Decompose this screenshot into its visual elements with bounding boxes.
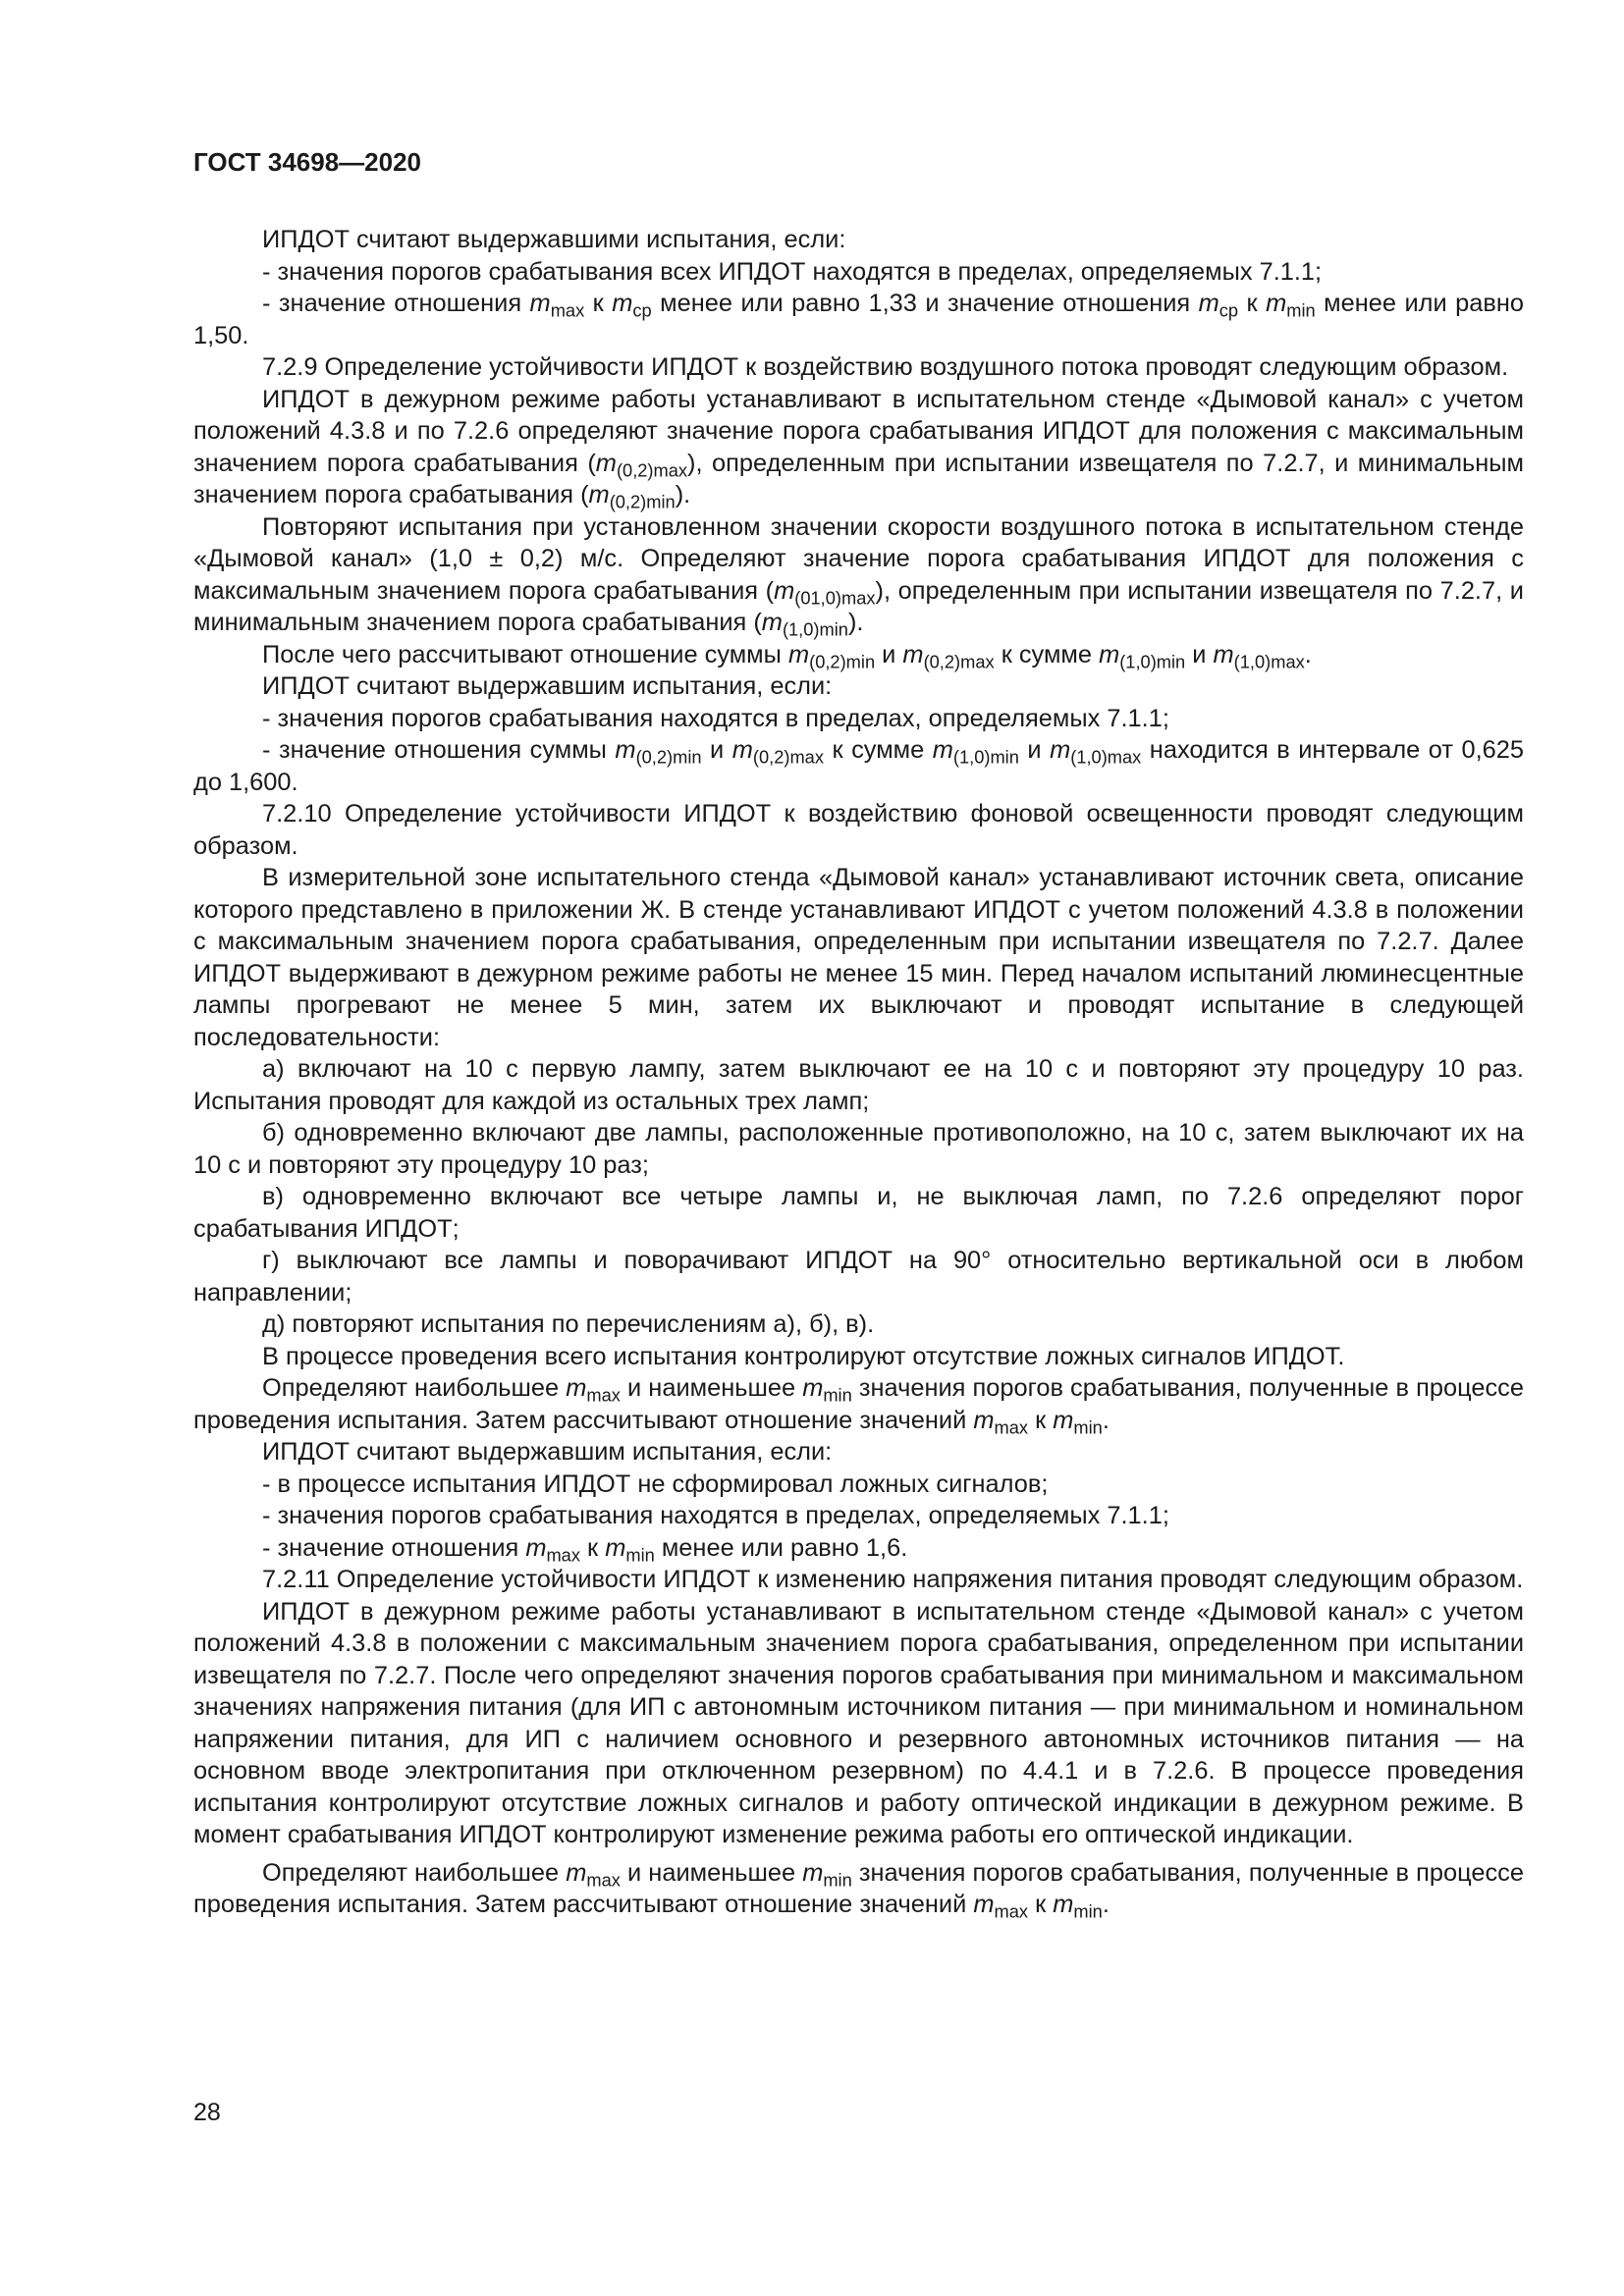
- paragraph: [193, 256, 1524, 289]
- text-run: В процессе проведения всего испытания контролируют отсутствие ложных сигналов ИПДОТ.: [262, 1342, 1345, 1370]
- subscript: max: [586, 1868, 621, 1890]
- paragraph: [193, 1341, 1524, 1373]
- math-variable: m: [566, 1858, 587, 1887]
- text-run: менее или равно 1,33 и значение отношения: [651, 290, 1199, 317]
- paragraph: [193, 1436, 1524, 1468]
- text-run: ), определенным при испытании извещателя по 7.2.7, и минимальным значением порога срабатывания (: [193, 576, 1524, 636]
- text-run: г) выключают все лампы и поворачивают ИПДОТ на 90° относительно вертикальной оси в любом направлении;: [193, 1247, 1524, 1307]
- math-variable: m: [902, 640, 924, 668]
- math-variable: m: [802, 1858, 824, 1887]
- paragraph: [193, 351, 1524, 384]
- text-run: - в процессе испытания ИПДОТ не сформировал ложных сигналов;: [262, 1469, 1049, 1498]
- text-run: а) включают на 10 с первую лампу, затем выключают ее на 10 с и повторяют эту процедуру 10 раз. Испытания проводят для каждой из остальных трех ламп;: [193, 1055, 1524, 1115]
- text-run: к: [584, 290, 613, 317]
- document-header: ГОСТ 34698—2020: [193, 147, 421, 177]
- subscript: min: [1286, 299, 1316, 321]
- subscript: max: [994, 1900, 1029, 1922]
- text-run: ИПДОТ в дежурном режиме работы устанавливают в испытательном стенде «Дымовой канал» с учетом положений 4.3.8 в положении с максимальным значением порога срабатывания, определенном при испытании извещателя по 7.2.7. После чего определяют значения порогов срабатывания при минимальном и максимальном значениях напряжения питания (для ИП с автономным источником питания — при минимальном и номинальном напряжении питания, для ИП с наличием основного и резервного автономных источников питания — на основном вводе электропитания при отключенном резервном) по 4.4.1 и в 7.2.6. В процессе проведения испытания контролируют отсутствие ложных сигналов и работу оптической индикации в дежурном режиме. В момент срабатывания ИПДОТ контролируют изменение режима работы его оптической индикации.: [193, 1597, 1524, 1848]
- text-run: 7.2.9 Определение устойчивости ИПДОТ к воздействию воздушного потока проводят следующим образом.: [262, 353, 1509, 381]
- math-variable: m: [1266, 290, 1287, 317]
- math-variable: m: [802, 1374, 824, 1402]
- text-run: - значения порогов срабатывания находятся в пределах, определяемых 7.1.1;: [262, 704, 1169, 732]
- text-run: значения порогов срабатывания, полученные в процессе проведения испытания. Затем рассчитывают отношение значений: [193, 1858, 1524, 1918]
- subscript: (1,0)max: [1070, 746, 1142, 768]
- text-run: .: [1304, 640, 1312, 668]
- text-run: б) одновременно включают две лампы, расположенные противоположно, на 10 с, затем выключают их на 10 с и повторяют эту процедуру 10 раз;: [193, 1119, 1524, 1179]
- paragraph: [193, 288, 1524, 351]
- text-run: 7.2.11 Определение устойчивости ИПДОТ к изменению напряжения питания проводят следующим образом.: [262, 1566, 1524, 1593]
- math-variable: m: [1213, 640, 1234, 668]
- text-run: ИПДОТ считают выдержавшим испытания, если:: [262, 672, 833, 700]
- text-run: к: [1028, 1891, 1054, 1918]
- text-run: к: [579, 1533, 606, 1562]
- text-run: - значения порогов срабатывания находятся в пределах, определяемых 7.1.1;: [262, 1502, 1169, 1529]
- text-run: и: [875, 640, 903, 668]
- paragraph: [193, 1372, 1524, 1436]
- text-run: к сумме: [994, 640, 1100, 668]
- math-variable: m: [932, 736, 953, 764]
- math-variable: m: [1099, 640, 1120, 668]
- paragraph: [193, 1596, 1524, 1851]
- text-run: менее или равно 1,6.: [654, 1533, 908, 1562]
- math-variable: m: [973, 1891, 995, 1918]
- math-variable: m: [588, 481, 610, 508]
- text-run: ), определенным при испытании извещателя по 7.2.7, и минимальным значением порога срабатывания (: [193, 449, 1525, 508]
- math-variable: m: [973, 1406, 995, 1434]
- text-run: и наименьшее: [620, 1374, 803, 1402]
- paragraph: [193, 670, 1524, 703]
- document-body: [193, 224, 1524, 1921]
- subscript: ср: [1218, 299, 1239, 321]
- text-run: - значение отношения суммы: [262, 736, 616, 764]
- text-run: к: [1238, 290, 1267, 317]
- subscript: (0,2)min: [809, 650, 876, 671]
- text-run: Повторяют испытания при установленном значении скорости воздушного потока в испытательном стенде «Дымовой канал» (1,0 ± 0,2) м/с. Определяют значение порога срабатывания ИПДОТ для положения с максимальным значением порога срабатывания (: [193, 512, 1524, 605]
- subscript: ср: [632, 299, 652, 321]
- paragraph: [193, 224, 1524, 256]
- paragraph: [193, 511, 1524, 639]
- subscript: min: [823, 1868, 852, 1890]
- math-variable: m: [761, 609, 783, 636]
- text-run: - значение отношения: [262, 1533, 526, 1562]
- math-variable: m: [731, 736, 753, 764]
- math-variable: m: [566, 1374, 587, 1402]
- paragraph: [193, 1532, 1524, 1565]
- text-run: ИПДОТ в дежурном режиме работы устанавливают в испытательном стенде «Дымовой канал» с учетом положений 4.3.8 и по 7.2.6 определяют значение порога срабатывания ИПДОТ для положения с максимальным значением порога срабатывания (: [193, 385, 1524, 477]
- subscript: (1,0)min: [782, 618, 848, 640]
- text-run: ИПДОТ считают выдержавшими испытания, если:: [262, 226, 846, 253]
- subscript: max: [550, 299, 585, 321]
- text-run: и: [1185, 640, 1214, 668]
- math-variable: m: [1053, 1891, 1074, 1918]
- text-run: к сумме: [823, 736, 933, 764]
- subscript: min: [625, 1543, 655, 1565]
- text-run: ИПДОТ считают выдержавшим испытания, если:: [262, 1438, 833, 1466]
- text-run: - значение отношения: [262, 290, 530, 317]
- text-run: менее или равно 1,50.: [193, 290, 1525, 349]
- paragraph: [193, 384, 1524, 511]
- paragraph: [193, 1308, 1524, 1341]
- text-run: .: [1102, 1406, 1110, 1434]
- subscript: (0,2)min: [635, 746, 702, 768]
- text-run: После чего рассчитывают отношение суммы: [262, 640, 788, 668]
- text-run: 7.2.10 Определение устойчивости ИПДОТ к воздействию фоновой освещенности проводят следующим образом.: [193, 800, 1524, 860]
- subscript: (0,2)min: [609, 491, 676, 512]
- math-variable: m: [525, 1533, 547, 1562]
- text-run: Определяют наибольшее: [262, 1374, 567, 1402]
- text-run: и: [1018, 736, 1051, 764]
- text-run: и: [701, 736, 732, 764]
- text-run: д) повторяют испытания по перечислениям а), б), в).: [262, 1310, 875, 1338]
- text-run: - значения порогов срабатывания всех ИПДОТ находятся в пределах, определяемых 7.1.1;: [262, 257, 1323, 286]
- subscript: min: [1073, 1415, 1103, 1437]
- paragraph: [193, 798, 1524, 862]
- text-run: .: [1102, 1891, 1110, 1918]
- paragraph: [193, 1857, 1524, 1921]
- paragraph: [193, 703, 1524, 735]
- subscript: min: [823, 1384, 852, 1406]
- paragraph: [193, 1468, 1524, 1501]
- text-run: Определяют наибольшее: [262, 1858, 567, 1887]
- subscript: (1,0)min: [1119, 650, 1186, 671]
- math-variable: m: [615, 736, 636, 764]
- subscript: (0,2)max: [923, 650, 995, 671]
- text-run: значения порогов срабатывания, полученные в процессе проведения испытания. Затем рассчитывают отношение значений: [193, 1374, 1524, 1434]
- subscript: (01,0)max: [794, 586, 876, 608]
- math-variable: m: [612, 290, 633, 317]
- subscript: max: [586, 1384, 621, 1406]
- text-run: ).: [847, 609, 864, 636]
- page-number: 28: [193, 2099, 221, 2126]
- paragraph: [193, 639, 1524, 671]
- subscript: (1,0)max: [1233, 650, 1305, 671]
- subscript: (1,0)min: [952, 746, 1019, 768]
- subscript: max: [994, 1415, 1029, 1437]
- paragraph: [193, 1181, 1524, 1245]
- text-run: в) одновременно включают все четыре лампы и, не выключая ламп, по 7.2.6 определяют порог срабатывания ИПДОТ;: [193, 1183, 1524, 1243]
- paragraph: [193, 1053, 1524, 1117]
- text-run: ).: [675, 481, 691, 508]
- text-run: находится в интервале от 0,625 до 1,600.: [193, 736, 1524, 796]
- math-variable: m: [1053, 1406, 1074, 1434]
- math-variable: m: [529, 290, 551, 317]
- math-variable: m: [605, 1533, 626, 1562]
- paragraph: [193, 1117, 1524, 1181]
- subscript: min: [1073, 1900, 1103, 1922]
- text-run: В измерительной зоне испытательного стенда «Дымовой канал» устанавливают источник света, описание которого представлено в приложении Ж. В стенде устанавливают ИПДОТ с учетом положений 4.3.8 в положении с максимальным значением порога срабатывания, определенным при испытании извещателя по 7.2.7. Далее ИПДОТ выдерживают в дежурном режиме работы не менее 15 мин. Перед началом испытаний люминесцентные лампы прогревают не менее 5 мин, затем их выключают и проводят испытание в следующей последовательности:: [193, 864, 1524, 1051]
- paragraph: [193, 1564, 1524, 1596]
- math-variable: m: [774, 576, 795, 605]
- paragraph: [193, 1500, 1524, 1532]
- subscript: (0,2)max: [616, 458, 688, 480]
- paragraph: [193, 734, 1524, 798]
- subscript: max: [546, 1543, 580, 1565]
- text-run: и наименьшее: [620, 1858, 803, 1887]
- math-variable: m: [787, 640, 810, 668]
- math-variable: m: [1050, 736, 1071, 764]
- subscript: (0,2)max: [752, 746, 824, 768]
- text-run: к: [1028, 1406, 1054, 1434]
- math-variable: m: [1198, 290, 1219, 317]
- math-variable: m: [595, 449, 617, 477]
- paragraph: [193, 862, 1524, 1053]
- paragraph: [193, 1245, 1524, 1308]
